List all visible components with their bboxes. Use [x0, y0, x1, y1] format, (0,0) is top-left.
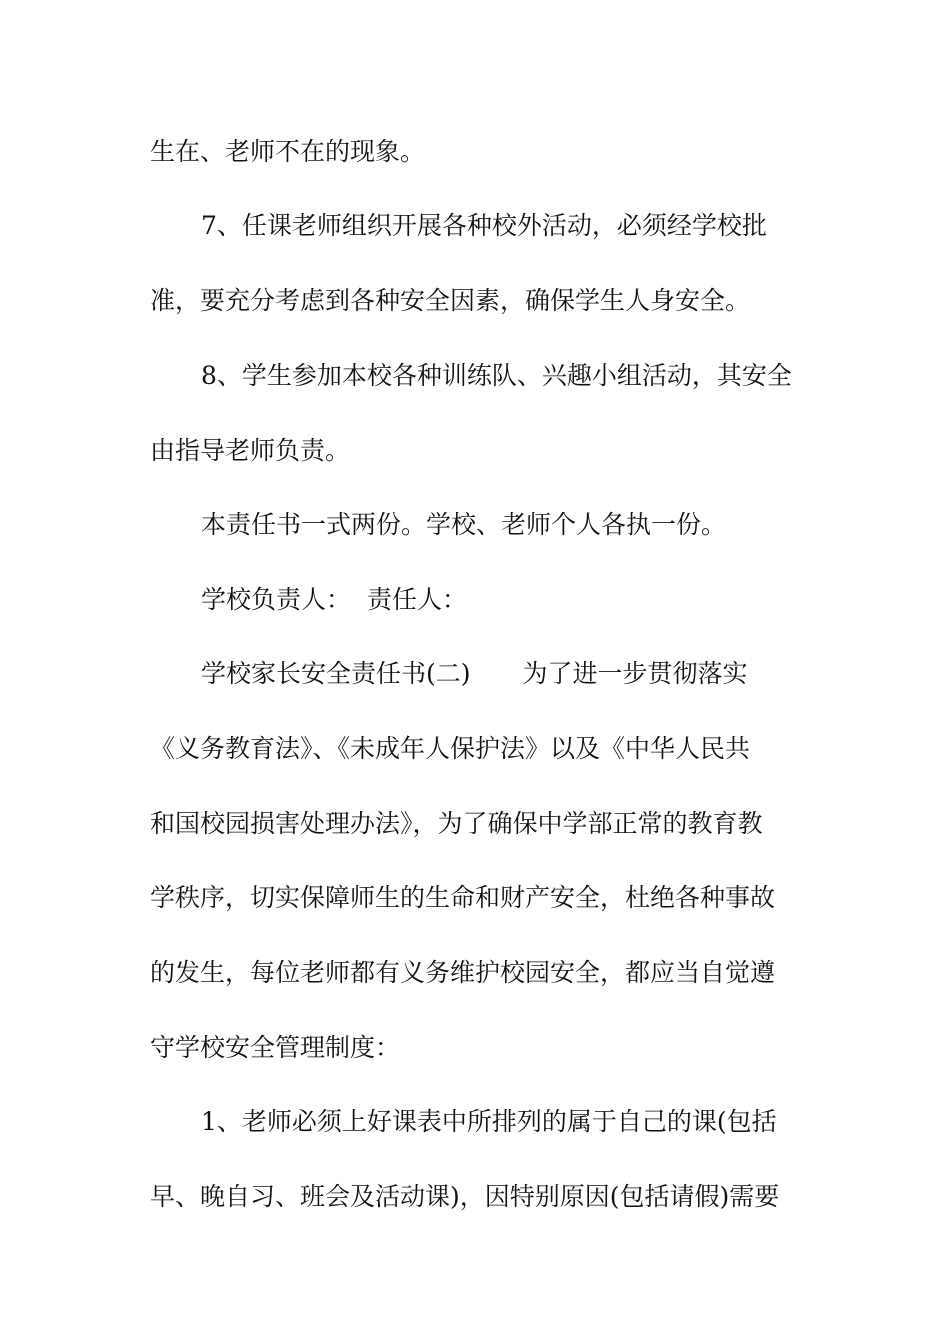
text-line: 的发生，每位老师都有义务维护校园安全，都应当自觉遵 [150, 958, 776, 987]
section-title: 学校家长安全责任书(二) [201, 659, 471, 688]
signature-line [201, 585, 467, 615]
school-principal-label: 学校负责人： [201, 585, 352, 614]
text-line: 8、学生参加本校各种训练队、兴趣小组活动，其安全 [201, 361, 792, 390]
text-line: 早、晚自习、班会及活动课)，因特别原因(包括请假)需要 [150, 1182, 780, 1211]
text-line: 和国校园损害处理办法》，为了确保中学部正常的教育教 [150, 809, 763, 838]
text-line: 学秩序，切实保障师生的生命和财产安全，杜绝各种事故 [150, 883, 776, 912]
text-line: 7、任课老师组织开展各种校外活动，必须经学校批 [201, 211, 767, 240]
text-line: 由指导老师负责。 [150, 436, 351, 465]
responsible-person-label: 责任人： [367, 585, 468, 614]
text-fragment: 为了进一步贯彻落实 [522, 659, 748, 688]
text-line: 1、老师必须上好课表中所排列的属于自己的课(包括 [201, 1107, 777, 1136]
text-line: 守学校安全管理制度： [150, 1033, 401, 1062]
text-line: 准，要充分考虑到各种安全因素，确保学生人身安全。 [150, 286, 751, 315]
text-line: 本责任书一式两份。学校、老师个人各执一份。 [201, 510, 727, 539]
text-line: 《义务教育法》、《未成年人保护法》以及《中华人民共 [150, 734, 751, 763]
heading-line [201, 659, 748, 689]
text-line: 生在、老师不在的现象。 [150, 137, 426, 166]
